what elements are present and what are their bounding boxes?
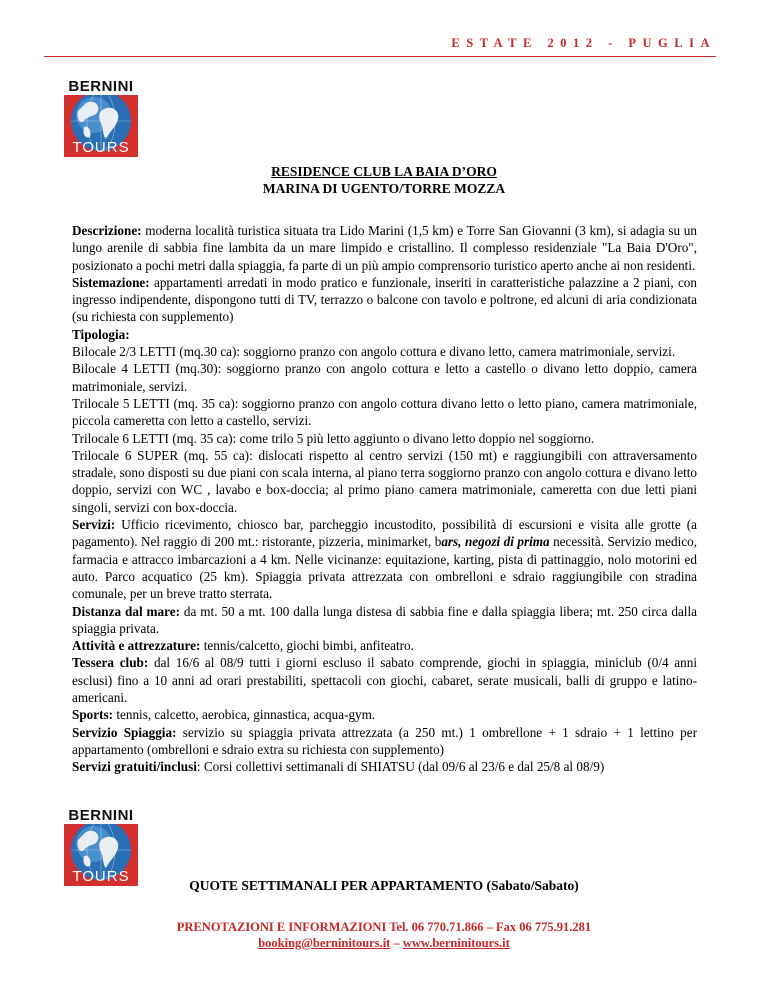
- servizi-label: Servizi:: [72, 517, 116, 533]
- residence-location: MARINA DI UGENTO/TORRE MOZZA: [262, 181, 506, 196]
- tipologia-label: Tipologia:: [72, 326, 130, 342]
- sistemazione-text: appartamenti arredati in modo pratico e funzionale, inseriti in caratteristiche palazzine a 2 piani, con ingresso indipendente, dispongono tutti di TV, terrazzo o balcone con tavolo e poltrone, ed alcuni di aria condizionata (su richiesta con supplemento): [72, 274, 697, 325]
- sports-text: tennis, calcetto, aerobica, ginnastica, acqua-gym.: [113, 707, 376, 723]
- residence-name: RESIDENCE CLUB LA BAIA D’ORO: [271, 164, 497, 179]
- sports-paragraph: [72, 706, 697, 723]
- gratuiti-text: : Corsi collettivi settimanali di SHIATSU (dal 09/6 al 23/6 e dal 25/8 al 08/9): [196, 759, 605, 775]
- spiaggia-text: servizio su spiaggia privata attrezzata (a 250 mt.) 1 ombrellone + 1 sdraio + 1 lettino per appartamento (ombrelloni e sdraio extra su richiesta con supplemento): [72, 724, 697, 757]
- tessera-label: Tessera club:: [72, 655, 149, 671]
- logo-globe-box: [64, 95, 138, 157]
- trilocale-6-paragraph: Trilocale 6 LETTI (mq. 35 ca): come trilo 5 più letto aggiunto o divano letto doppio nel soggiorno.: [72, 430, 595, 446]
- email-link[interactable]: booking@berninitours.it: [258, 936, 391, 950]
- trilocale-6-super-paragraph: Trilocale 6 SUPER (mq. 55 ca): dislocati rispetto al centro servizi (150 mt) e raggiungibili con attraversamento stradale, sono disposti su due piani con scala interna, al piano terra soggiorno pranzo con angolo cottura e divano letto doppio, servizi con WC , lavabo e box-doccia; al primo piano camera matrimoniale, cameretta con due letti piani singoli, servizi con box-doccia.: [72, 447, 697, 515]
- logo-tours-text: TOURS: [72, 139, 130, 156]
- servizi-text-b: necessità. Servizio medico, farmacia e attracco imbarcazioni a 4 km. Nelle vicinanze: equitazione, karting, pista di pattinaggio, nolo motorini ed auto. Parco acquatico (25 km). Spiaggia privata attrezzata con ombrelloni e sdraio raggiungibile con stradina comunale, per un breve tratto sterrata.: [72, 534, 697, 602]
- logo-brand-text: BERNINI: [68, 78, 134, 95]
- quote-heading: QUOTE SETTIMANALI PER APPARTAMENTO (Sabato/Sabato): [189, 878, 579, 893]
- contact-links: [0, 935, 768, 951]
- descrizione-paragraph: [72, 222, 697, 274]
- distanza-label: Distanza dal mare:: [72, 603, 180, 619]
- gratuiti-label: Servizi gratuiti/inclusi: [72, 759, 197, 775]
- logo-tours-text: TOURS: [72, 868, 130, 885]
- description-body: [72, 222, 697, 776]
- bilocale-4-paragraph: Bilocale 4 LETTI (mq.30): soggiorno pranzo con angolo cottura e letto a castello o divano letto doppio, camera matrimoniale, servizi.: [72, 361, 697, 394]
- gratuiti-paragraph: [72, 758, 697, 775]
- servizi-text-emphasis: ars, negozi di prima: [441, 534, 550, 550]
- descrizione-label: Descrizione:: [72, 223, 142, 238]
- contact-separator: –: [390, 936, 403, 950]
- trilocale-5-paragraph: Trilocale 5 LETTI (mq. 35 ca): soggiorno pranzo con angolo cottura divano letto o letto piano, camera matrimoniale, piccola cameretta con letto a castello, servizi.: [72, 395, 697, 429]
- spiaggia-paragraph: [72, 724, 697, 759]
- distanza-paragraph: [72, 603, 697, 638]
- contact-footer: [0, 919, 768, 951]
- residence-title: [0, 163, 768, 197]
- bernini-tours-logo-bottom: [62, 807, 140, 887]
- tessera-paragraph: [72, 654, 697, 706]
- logo-globe-box: [64, 824, 138, 886]
- website-link[interactable]: www.berninitours.it: [402, 936, 510, 950]
- servizi-paragraph: [72, 516, 697, 602]
- attivita-text: tennis/calcetto, giochi bimbi, anfiteatro.: [200, 638, 414, 654]
- bilocale-2-3-paragraph: Bilocale 2/3 LETTI (mq.30 ca): soggiorno pranzo con angolo cottura e divano letto, camera matrimoniale, servizi.: [72, 344, 676, 360]
- sistemazione-paragraph: [72, 274, 697, 326]
- header-rule: [44, 56, 716, 57]
- logo-brand-text: BERNINI: [68, 807, 134, 824]
- tipologia-heading: [72, 326, 697, 343]
- page-header: ESTATE 2012 - PUGLIA: [451, 36, 716, 50]
- tessera-text: dal 16/6 al 08/9 tutti i giorni escluso il sabato comprende, giochi in spiaggia, miniclub (0/4 anni esclusi) fino a 10 anni ad orari prestabiliti, spettacoli con giochi, cabaret, serate musicali, balli di gruppo e latino-americani.: [72, 655, 697, 706]
- attivita-paragraph: [72, 637, 697, 654]
- spiaggia-label: Servizio Spiaggia:: [72, 724, 177, 740]
- distanza-text: da mt. 50 a mt. 100 dalla lunga distesa di sabbia fine e dalla spiaggia libera; mt. 250 circa dalla spiaggia privata.: [72, 603, 697, 636]
- servizi-text-a: Ufficio ricevimento, chiosco bar, parcheggio incustodito, possibilità di escursioni e visita alle grotte (a pagamento). Nel raggio di 200 mt.: ristorante, pizzeria, minimarket, b: [72, 517, 697, 550]
- contact-phone-fax: PRENOTAZIONI E INFORMAZIONI Tel. 06 770.71.866 – Fax 06 775.91.281: [176, 920, 592, 934]
- bernini-tours-logo: [62, 78, 140, 158]
- sistemazione-label: Sistemazione:: [72, 274, 150, 290]
- descrizione-text: moderna località turistica situata tra Lido Marini (1,5 km) e Torre San Giovanni (3 km), si adagia su un lungo arenile di sabbia fine lambita da un mare limpido e cristallino. Il complesso residenziale "La Baia D'Oro", posizionato a pochi metri dalla spiaggia, fa parte di un più ampio comprensorio turistico aperto anche ai non residenti.: [72, 223, 697, 273]
- attivita-label: Attività e attrezzature:: [72, 638, 201, 654]
- sports-label: Sports:: [72, 707, 114, 723]
